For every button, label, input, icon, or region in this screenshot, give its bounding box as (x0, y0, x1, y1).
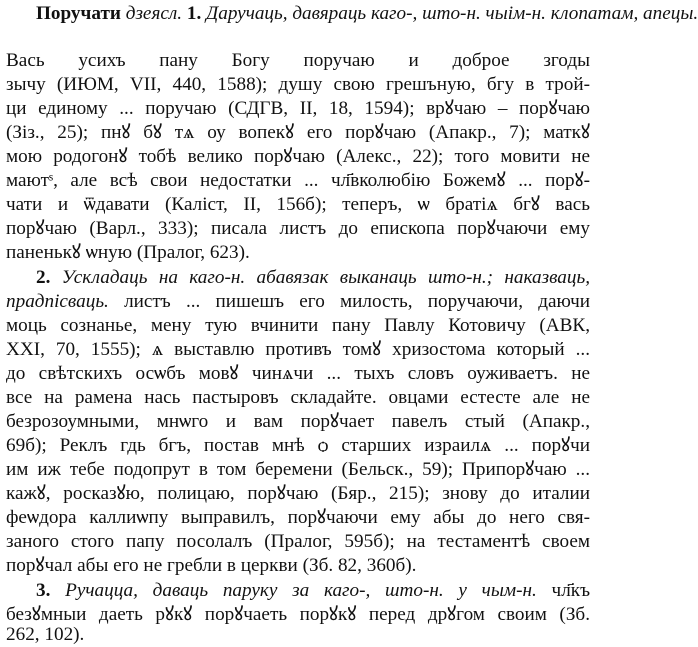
sense-2-line: кажꙋ, росказꙋю, полицаю, порꙋчаю (Бяр., 215); знову до италии (6, 483, 590, 504)
sense-3-definition: Ручацца, даваць паруку за каго-, што-н. у чым-н. (65, 580, 537, 601)
sense-2-line: феѡдора каллиѡпу выправилъ, порꙋчаючи ему абы до него свя- (6, 507, 590, 528)
sense-1-line: паненькꙋ ѡную (Пралог, 623). (6, 242, 250, 263)
sense-1-line: ци единому ... поручаю (СДГВ, II, 18, 1594); врꙋчаю – порꙋчаю (6, 98, 590, 119)
sense-2-line: порꙋчал абы его не гребли в церкви (Зб. 82, 360б). (6, 555, 417, 576)
part-of-speech: дзеясл. (125, 3, 183, 24)
sense-3-line: безꙋмныи даеть рꙋкꙋ порꙋчаеть порꙋкꙋ перед дрꙋгом своим (Зб. (6, 604, 590, 625)
sense-1-definition: Даручаць, давяраць каго-, што-н. чыім-н. клопатам, апецы. (206, 3, 698, 24)
sense-2-line (6, 290, 590, 314)
entry-line-1 (36, 2, 698, 26)
headword: Поручати (36, 3, 121, 24)
sense-1-line: зычу (ИЮМ, VII, 440, 1588); душу свою грешъную, бгу в трой- (6, 74, 590, 95)
sense-2-definition-cont: прадпісваць. (6, 291, 109, 312)
sense-3-text: чл҃къ (551, 580, 591, 601)
sense-1-line: порꙋчаю (Варл., 333); писала листъ до епископа порꙋчаючи ему (6, 218, 590, 239)
sense-2-line: им иж тебе подопрут в том беремени (Бельск., 59); Припорꙋчаю ... (6, 459, 590, 480)
sense-1-line: маютˢ, але всѣ свои недостатки ... чл҃вколюбію Божемꙋ ... порꙋ- (6, 170, 590, 191)
sense-1-line: чати и ѿдавати (Каліст, II, 156б); теперъ, ѡ братіѧ бгꙋ вась (6, 194, 590, 215)
sense-3-number: 3. (36, 580, 51, 601)
sense-3-header (36, 579, 590, 603)
sense-1-line: (Зіз., 25); пнꙋ бꙋ тѧ оу вопекꙋ его порꙋчаю (Апакр., 7); маткꙋ (6, 122, 590, 143)
sense-1-number: 1. (186, 3, 202, 24)
sense-2-line: моць сознанье, мену тую вчинити пану Павлу Котовичу (АВК, (6, 315, 590, 336)
sense-1-line: мою родогонꙋ тобѣ велико порꙋчаю (Алекс., 22); того мовити не (6, 146, 590, 167)
sense-2-line: до свѣтскихъ осѡбъ мовꙋ чинѧчи ... тыхъ словъ оуживаетъ. не (6, 363, 590, 384)
sense-1-line: Вась усихъ пану Богу поручаю и доброе згоды (6, 50, 590, 71)
sense-2-text: листъ ... пишешъ его милость, поручаючи, даючи (124, 291, 591, 312)
sense-2-definition: Ускладаць на каго-н. абавязак выканаць што-н.; наказваць, (61, 267, 591, 288)
sense-2-line: XXI, 70, 1555); ѧ выставлю противъ томꙋ хризостома который ... (6, 339, 590, 360)
sense-2-line: безрозоумными, мнѡго и вам порꙋчает павелъ стый (Апакр., (6, 411, 590, 432)
sense-3-line: 262, 102). (6, 624, 85, 645)
sense-2-header (36, 266, 590, 290)
sense-2-line: все на рамена нась пастыровъ складайте. овцами естесте але не (6, 387, 590, 408)
sense-2-number: 2. (36, 267, 51, 288)
sense-2-line: заного стого папу посолалъ (Пралог, 595б); на тестаментѣ своем (6, 531, 590, 552)
sense-2-line: 69б); Реклъ гдь бгъ, постав мнѣ ѻ старших израилѧ ... порꙋчи (6, 435, 590, 456)
